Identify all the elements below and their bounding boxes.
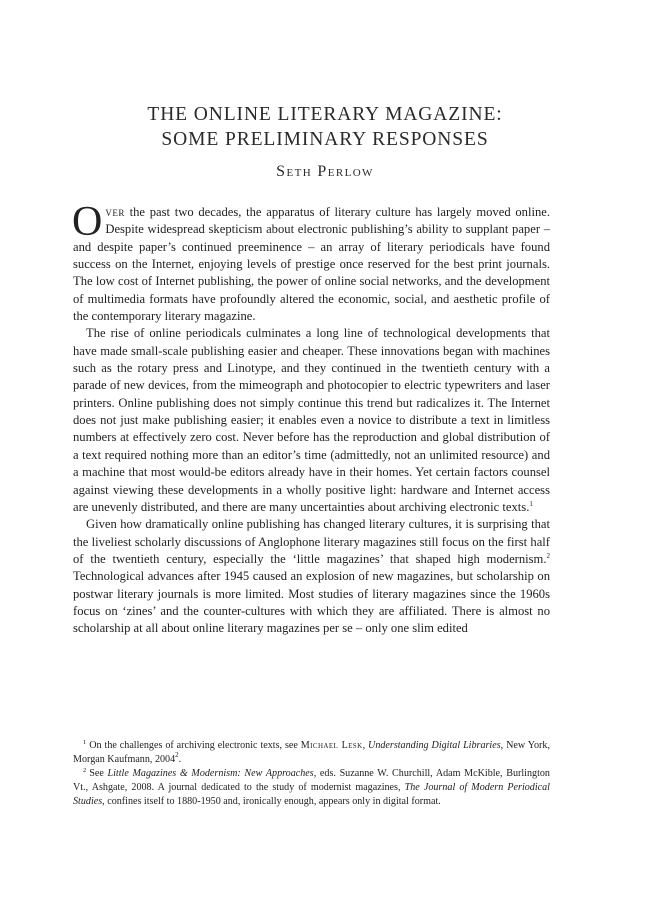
article-body bbox=[72, 199, 550, 638]
lead-in-small-caps: ver bbox=[105, 205, 125, 219]
paragraph-3-text-b: Technological advances after 1945 caused an explosion of new magazines, but scholarship on postwar literary journals is more limited. Most studies of literary magazines since the 1960s focus on ‘zines’ and the counter-cultures with which they are affiliated. There is almost no scholarship at all about online literary magazines per se – only one slim edited bbox=[73, 569, 550, 636]
footnote-1 bbox=[73, 739, 550, 767]
footnote-1-mark: 1 bbox=[83, 739, 87, 746]
author-name: Seth Perlow bbox=[276, 163, 374, 180]
footnote-1-text: On the challenges of archiving electronic texts, see bbox=[89, 740, 301, 751]
footnote-2-details: , eds. Suzanne W. Churchill, Adam McKible, Burlington Vt., Ashgate, 2008. A journal dedicated to the study of modernist magazines, bbox=[73, 768, 550, 794]
footnote-2 bbox=[73, 767, 550, 809]
footnote-ref-2[interactable]: 2 bbox=[546, 551, 550, 560]
footnote-ref-1[interactable]: 1 bbox=[529, 499, 533, 508]
footnote-2-journal-title: The Journal of Modern Periodical Studies bbox=[73, 782, 550, 808]
footnote-1-book-title: Understanding Digital Libraries bbox=[368, 740, 501, 751]
drop-cap: O bbox=[72, 199, 103, 245]
title-line-2: SOME PRELIMINARY RESPONSES bbox=[161, 129, 489, 150]
title-line-1: THE ONLINE LITERARY MAGAZINE: bbox=[147, 104, 503, 125]
paragraph-2 bbox=[73, 325, 550, 516]
article-title bbox=[60, 102, 590, 152]
footnote-1-author: Michael Lesk bbox=[300, 740, 363, 751]
footnote-1-edition: 2 bbox=[175, 751, 179, 760]
footnote-2-book-title: Little Magazines & Modernism: New Approaches bbox=[107, 768, 314, 780]
footnote-2-end: , confines itself to 1880-1950 and, ironically enough, appears only in digital format. bbox=[102, 796, 441, 808]
footnote-1-sep: , bbox=[362, 740, 369, 751]
paragraph-3-text-a: Given how dramatically online publishing has changed literary cultures, it is surprising that the liveliest scholarly discussions of Anglophone literary magazines still focus on the first half of the twentieth century, especially the ‘little magazines’ that shaped high modernism. bbox=[73, 517, 550, 566]
paragraph-2-text: The rise of online periodicals culminates a long line of technological developments that have made small-scale publishing easier and cheaper. These innovations began with machines such as the rotary press and Linotype, and they continued in the twentieth century with a parade of new devices, from the mimeograph and photocopier to electric typewriters and laser printers. Online publishing does not simply continue this trend but radicalizes it. The Internet does not just make publishing easier; it enables even a novice to distribute a text in limitless numbers at effectively zero cost. Never before has the reproduction and global distribution of a text required nothing more than an editor’s time (admittedly, not an unlimited resource) and a machine that most would-be editors already have in their homes. Yet certain factors counsel against viewing these developments in a wholly positive light: hardware and Internet access are unevenly distributed, and there are many uncertainties about archiving electronic texts. bbox=[73, 326, 550, 514]
footnote-1-end: . bbox=[178, 754, 182, 766]
footnote-2-mark: 2 bbox=[83, 767, 87, 775]
footnotes bbox=[73, 739, 550, 809]
paragraph-1 bbox=[72, 199, 550, 325]
paragraph-3 bbox=[73, 516, 550, 637]
paragraph-1-text: the past two decades, the apparatus of literary culture has largely moved online. Despite widespread skepticism about electronic publishing’s ability to supplant paper – and despite paper’s continued preeminence – an array of literary periodicals have found success on the Internet, enjoying levels of prestige once reserved for the best print journals. The low cost of Internet publishing, the power of online social networks, and the development of multimedia formats have profoundly altered the economic, social, and aesthetic profile of the contemporary literary magazine. bbox=[73, 205, 550, 324]
footnote-1-imprint: , New York, Morgan Kaufmann, 2004 bbox=[73, 740, 550, 766]
footnote-2-text: See bbox=[89, 768, 108, 780]
